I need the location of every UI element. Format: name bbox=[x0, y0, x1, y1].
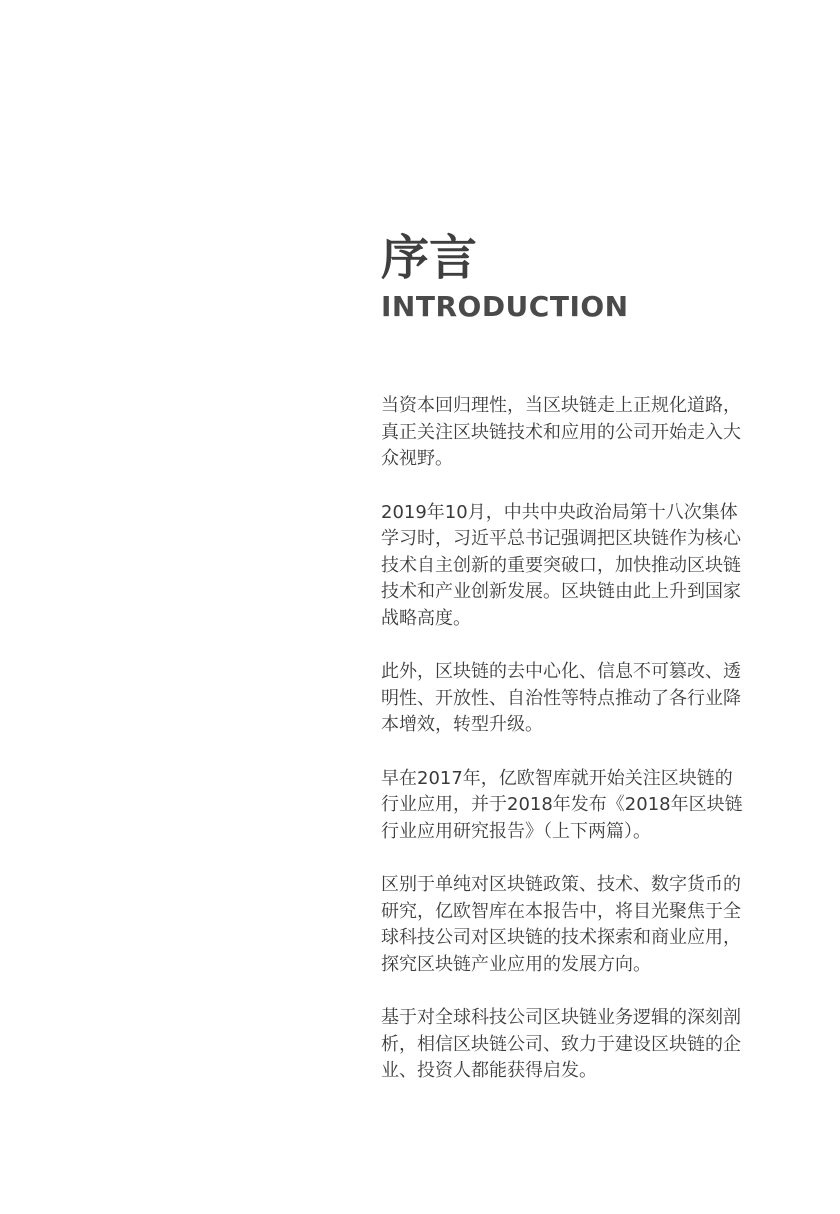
paragraph-line: 探究区块链产业应用的发展方向。 bbox=[381, 953, 651, 975]
paragraph-line: 业、投资人都能获得启发。 bbox=[381, 1060, 597, 1081]
paragraph-line: 当资本回归理性，当区块链走上正规化道路， bbox=[381, 395, 741, 416]
paragraph-3 bbox=[381, 659, 763, 739]
introduction-body bbox=[381, 393, 763, 1112]
heading-block bbox=[381, 228, 801, 324]
paragraph-line: 基于对全球科技公司区块链业务逻辑的深刻剖 bbox=[381, 1007, 741, 1028]
paragraph-line: 球科技公司对区块链的技术探索和商业应用， bbox=[381, 927, 741, 948]
paragraph-line: 众视野。 bbox=[381, 448, 453, 469]
paragraph-line: 明性、开放性、自治性等特点推动了各行业降 bbox=[381, 687, 741, 709]
paragraph-line: 战略高度。 bbox=[381, 607, 471, 629]
paragraph-line: 此外，区块链的去中心化、信息不可篡改、透 bbox=[381, 661, 741, 682]
page-title: 序言 bbox=[381, 230, 478, 286]
paragraph-line: 行业应用研究报告》（上下两篇）。 bbox=[381, 820, 651, 842]
paragraph-line: 技术和产业创新发展。区块链由此上升到国家 bbox=[381, 581, 741, 602]
paragraph-line: 学习时，习近平总书记强调把区块链作为核心 bbox=[381, 528, 741, 549]
page-subtitle: INTRODUCTION bbox=[381, 290, 629, 323]
paragraph-line: 本增效，转型升级。 bbox=[381, 714, 543, 735]
paragraph-5 bbox=[381, 872, 763, 978]
paragraph-2 bbox=[381, 500, 763, 633]
paragraph-line: 区别于单纯对区块链政策、技术、数字货币的 bbox=[381, 874, 741, 895]
paragraph-line: 真正关注区块链技术和应用的公司开始走入大 bbox=[381, 421, 741, 443]
paragraph-line: 2019年10月，中共中央政治局第十八次集体 bbox=[381, 501, 738, 523]
paragraph-4 bbox=[381, 766, 763, 846]
paragraph-line: 早在2017年，亿欧智库就开始关注区块链的 bbox=[381, 767, 733, 789]
paragraph-line: 技术自主创新的重要突破口，加快推动区块链 bbox=[381, 554, 741, 576]
paragraph-6 bbox=[381, 1005, 763, 1085]
paragraph-line: 析，相信区块链公司、致力于建设区块链的企 bbox=[381, 1033, 741, 1055]
paragraph-line: 研究，亿欧智库在本报告中，将目光聚焦于全 bbox=[381, 900, 741, 922]
paragraph-line: 行业应用，并于2018年发布《2018年区块链 bbox=[381, 794, 743, 815]
paragraph-1 bbox=[381, 393, 763, 473]
